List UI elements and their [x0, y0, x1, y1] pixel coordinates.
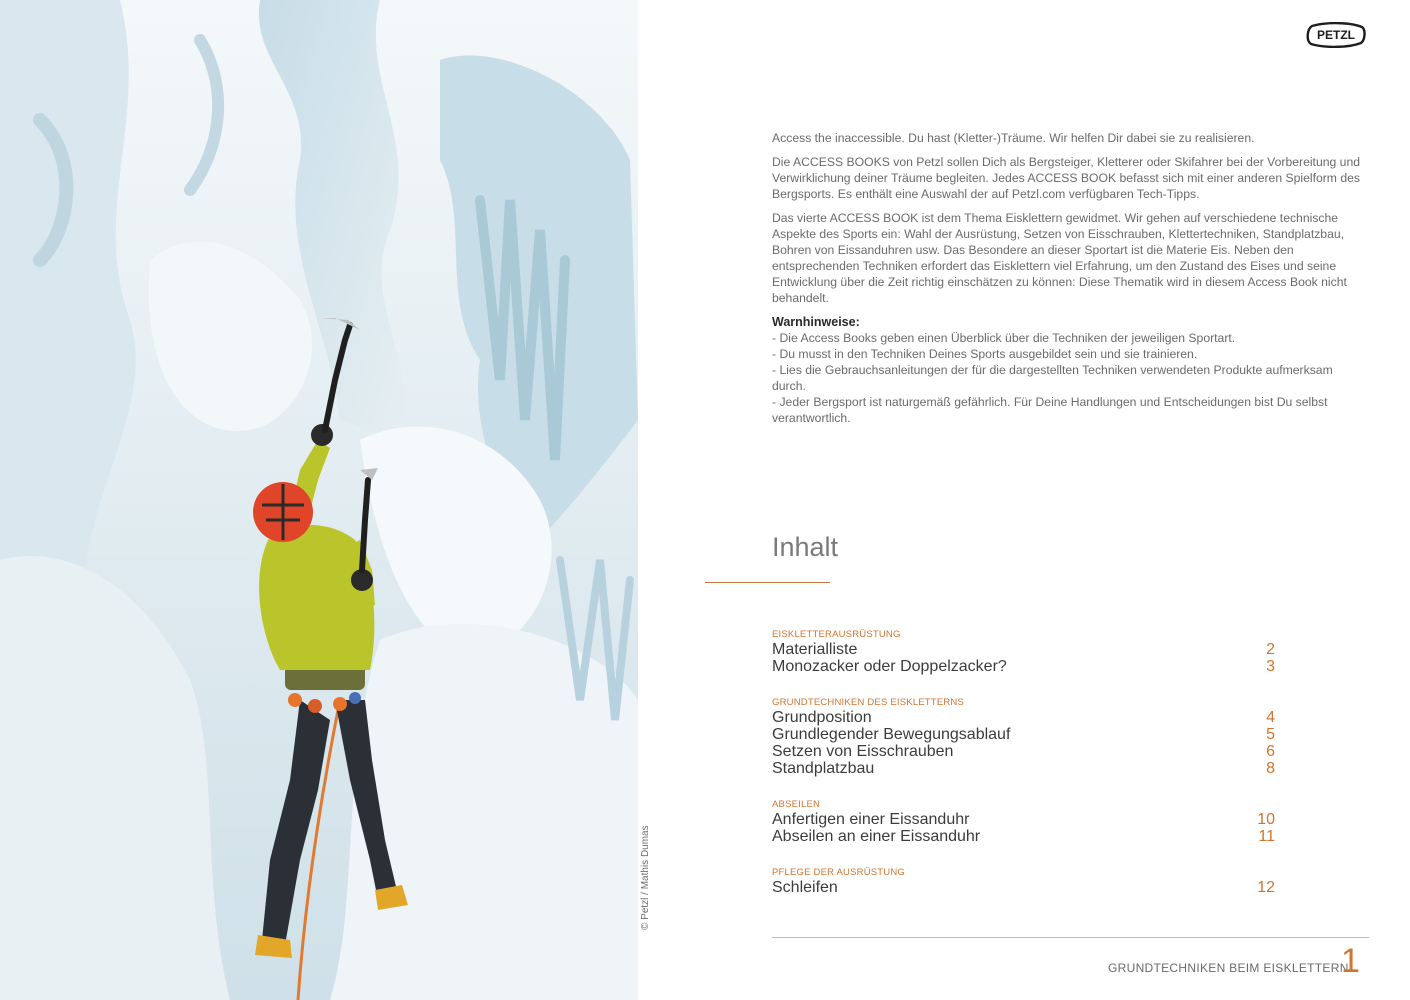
warning-item: - Jeder Bergsport ist naturgemäß gefährlich. Für Deine Handlungen und Entscheidungen bist Du selbst verantwortlich. — [772, 395, 1328, 425]
warning-item: - Lies die Gebrauchsanleitungen der für die dargestellten Techniken verwendeten Produkte aufmerksam durch. — [772, 363, 1333, 393]
toc-entry[interactable] — [772, 828, 1275, 845]
ice-wall-illustration — [0, 0, 638, 1000]
toc-section-heading: PFLEGE DER AUSRÜSTUNG — [772, 867, 906, 878]
toc-entry-page: 4 — [1266, 709, 1275, 726]
toc-entry[interactable] — [772, 709, 1275, 726]
footer-title: GRUNDTECHNIKEN BEIM EISKLETTERN — [1108, 961, 1349, 975]
toc-section — [772, 798, 1275, 845]
warning-item: - Du musst in den Techniken Deines Sports ausgebildet sein und sie trainieren. — [772, 347, 1198, 361]
toc-entry-page: 10 — [1257, 811, 1275, 828]
toc-entry-label: Schleifen — [772, 879, 838, 896]
toc-entry-label: Grundlegender Bewegungsablauf — [772, 726, 1011, 743]
toc-entry-page: 11 — [1258, 828, 1275, 845]
toc-entry-page: 3 — [1266, 658, 1275, 675]
toc-section-heading: ABSEILEN — [772, 799, 821, 810]
toc-entry-page: 2 — [1266, 641, 1275, 658]
ice-climber-photo — [0, 0, 638, 1000]
toc-entry-label: Standplatzbau — [772, 760, 875, 777]
warnings-title: Warnhinweise: — [772, 315, 860, 329]
toc-section — [772, 628, 1275, 675]
toc-entry-page: 6 — [1266, 743, 1275, 760]
toc-entry-label: Abseilen an einer Eissanduhr — [772, 828, 981, 845]
table-of-contents — [772, 628, 1275, 917]
toc-entry[interactable] — [772, 658, 1275, 675]
text-page — [705, 0, 1410, 1000]
toc-section-heading: EISKLETTERAUSRÜSTUNG — [772, 629, 901, 640]
toc-entry[interactable] — [772, 641, 1275, 658]
toc-entry[interactable] — [772, 811, 1275, 828]
toc-entry-page: 8 — [1266, 760, 1275, 777]
photo-credit: © Petzl / Mathis Dumas — [640, 825, 651, 930]
toc-entry-label: Grundposition — [772, 709, 872, 726]
warnings — [772, 314, 1364, 426]
toc-section — [772, 696, 1275, 777]
toc-entry-page: 5 — [1266, 726, 1275, 743]
toc-entry-label: Monozacker oder Doppelzacker? — [772, 658, 1007, 675]
toc-entry-label: Materialliste — [772, 641, 858, 658]
toc-entry[interactable] — [772, 726, 1275, 743]
petzl-logo — [1306, 22, 1366, 48]
intro-paragraph: Access the inaccessible. Du hast (Kletter-)Träume. Wir helfen Dir dabei sie zu realisieren. — [772, 131, 1255, 145]
toc-title: Inhalt — [772, 532, 839, 562]
toc-entry-label: Anfertigen einer Eissanduhr — [772, 811, 970, 828]
toc-section-heading: GRUNDTECHNIKEN DES EISKLETTERNS — [772, 697, 965, 708]
toc-entry[interactable] — [772, 760, 1275, 777]
intro-paragraph: Die ACCESS BOOKS von Petzl sollen Dich als Bergsteiger, Kletterer oder Skifahrer bei der Vorbereitung und Verwirklichung deiner Träume begleiten. Jedes ACCESS BOOK befasst sich mit einer anderen Spielform des Bergsports. Es enthält eine Auswahl der auf Petzl.com verfügbaren Tech-Tipps. — [772, 155, 1361, 201]
toc-entry-label: Setzen von Eisschrauben — [772, 743, 954, 760]
svg-text:PETZL: PETZL — [1317, 28, 1355, 42]
toc-entry-page: 12 — [1257, 879, 1275, 896]
toc-entry[interactable] — [772, 879, 1275, 896]
toc-entry[interactable] — [772, 743, 1275, 760]
intro-text — [772, 130, 1364, 426]
footer-divider — [772, 937, 1369, 938]
warning-item: - Die Access Books geben einen Überblick über die Techniken der jeweiligen Sportart. — [772, 331, 1236, 345]
toc-section — [772, 866, 1275, 896]
intro-paragraph: Das vierte ACCESS BOOK ist dem Thema Eisklettern gewidmet. Wir gehen auf verschiedene technische Aspekte des Sports ein: Wahl der Ausrüstung, Setzen von Eisschrauben, Klettertechniken, Standplatzbau, Bohren von Eissanduhren usw. Das Besondere an dieser Sportart ist die Materie Eis. Neben den entsprechenden Techniken erfordert das Eisklettern viel Erfahrung, um den Zustand des Eises und seine Entwicklung über die Zeit richtig einschätzen zu können: Diese Thematik wird in diesem Access Book nicht behandelt. — [772, 211, 1347, 305]
page-number: 1 — [1341, 942, 1360, 980]
toc-divider — [705, 582, 830, 583]
